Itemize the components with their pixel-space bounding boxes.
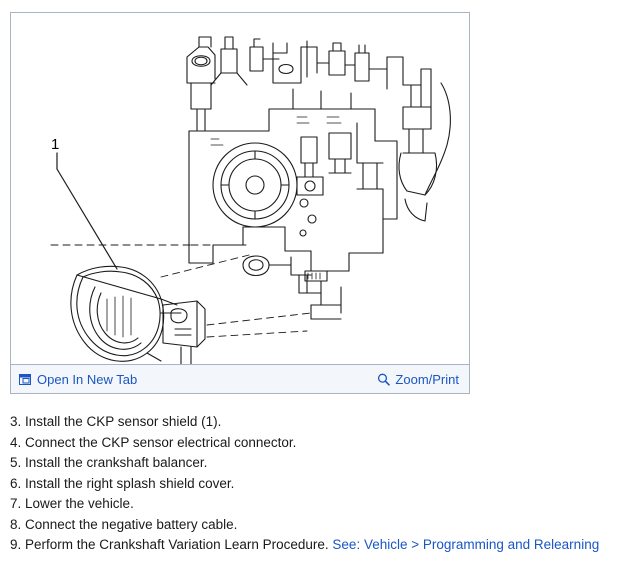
list-item: [10, 494, 635, 515]
step-text: 4. Connect the CKP sensor electrical connector.: [10, 434, 297, 450]
list-item: [10, 433, 635, 454]
programming-relearning-link[interactable]: See: Vehicle > Programming and Relearning: [332, 537, 600, 552]
open-in-new-tab-link[interactable]: [19, 373, 137, 386]
step-text: 3. Install the CKP sensor shield (1).: [10, 414, 222, 429]
step-text: 8. Connect the negative battery cable.: [10, 516, 238, 532]
list-item: [10, 515, 635, 536]
list-item: [10, 412, 635, 433]
step-text: 9. Perform the Crankshaft Variation Learn Procedure.: [10, 537, 333, 552]
step-text: 5. Install the crankshaft balancer.: [10, 455, 208, 470]
step-text: 7. Lower the vehicle.: [10, 496, 134, 511]
open-in-new-tab-label: Open In New Tab: [37, 371, 138, 387]
callout-number-1: 1: [51, 136, 60, 153]
new-window-icon: [19, 373, 32, 386]
list-item: [10, 535, 635, 556]
magnifier-icon: [377, 373, 390, 386]
step-text: 6. Install the right splash shield cover.: [10, 475, 235, 491]
zoom-print-label: Zoom/Print: [395, 371, 459, 387]
list-item: [10, 474, 635, 495]
figure-toolbar: [11, 364, 469, 393]
list-item: [10, 453, 635, 474]
zoom-print-link[interactable]: [377, 373, 459, 386]
procedure-step-list: [10, 412, 635, 556]
figure-panel: [10, 12, 470, 394]
engine-diagram-image: [11, 13, 469, 365]
